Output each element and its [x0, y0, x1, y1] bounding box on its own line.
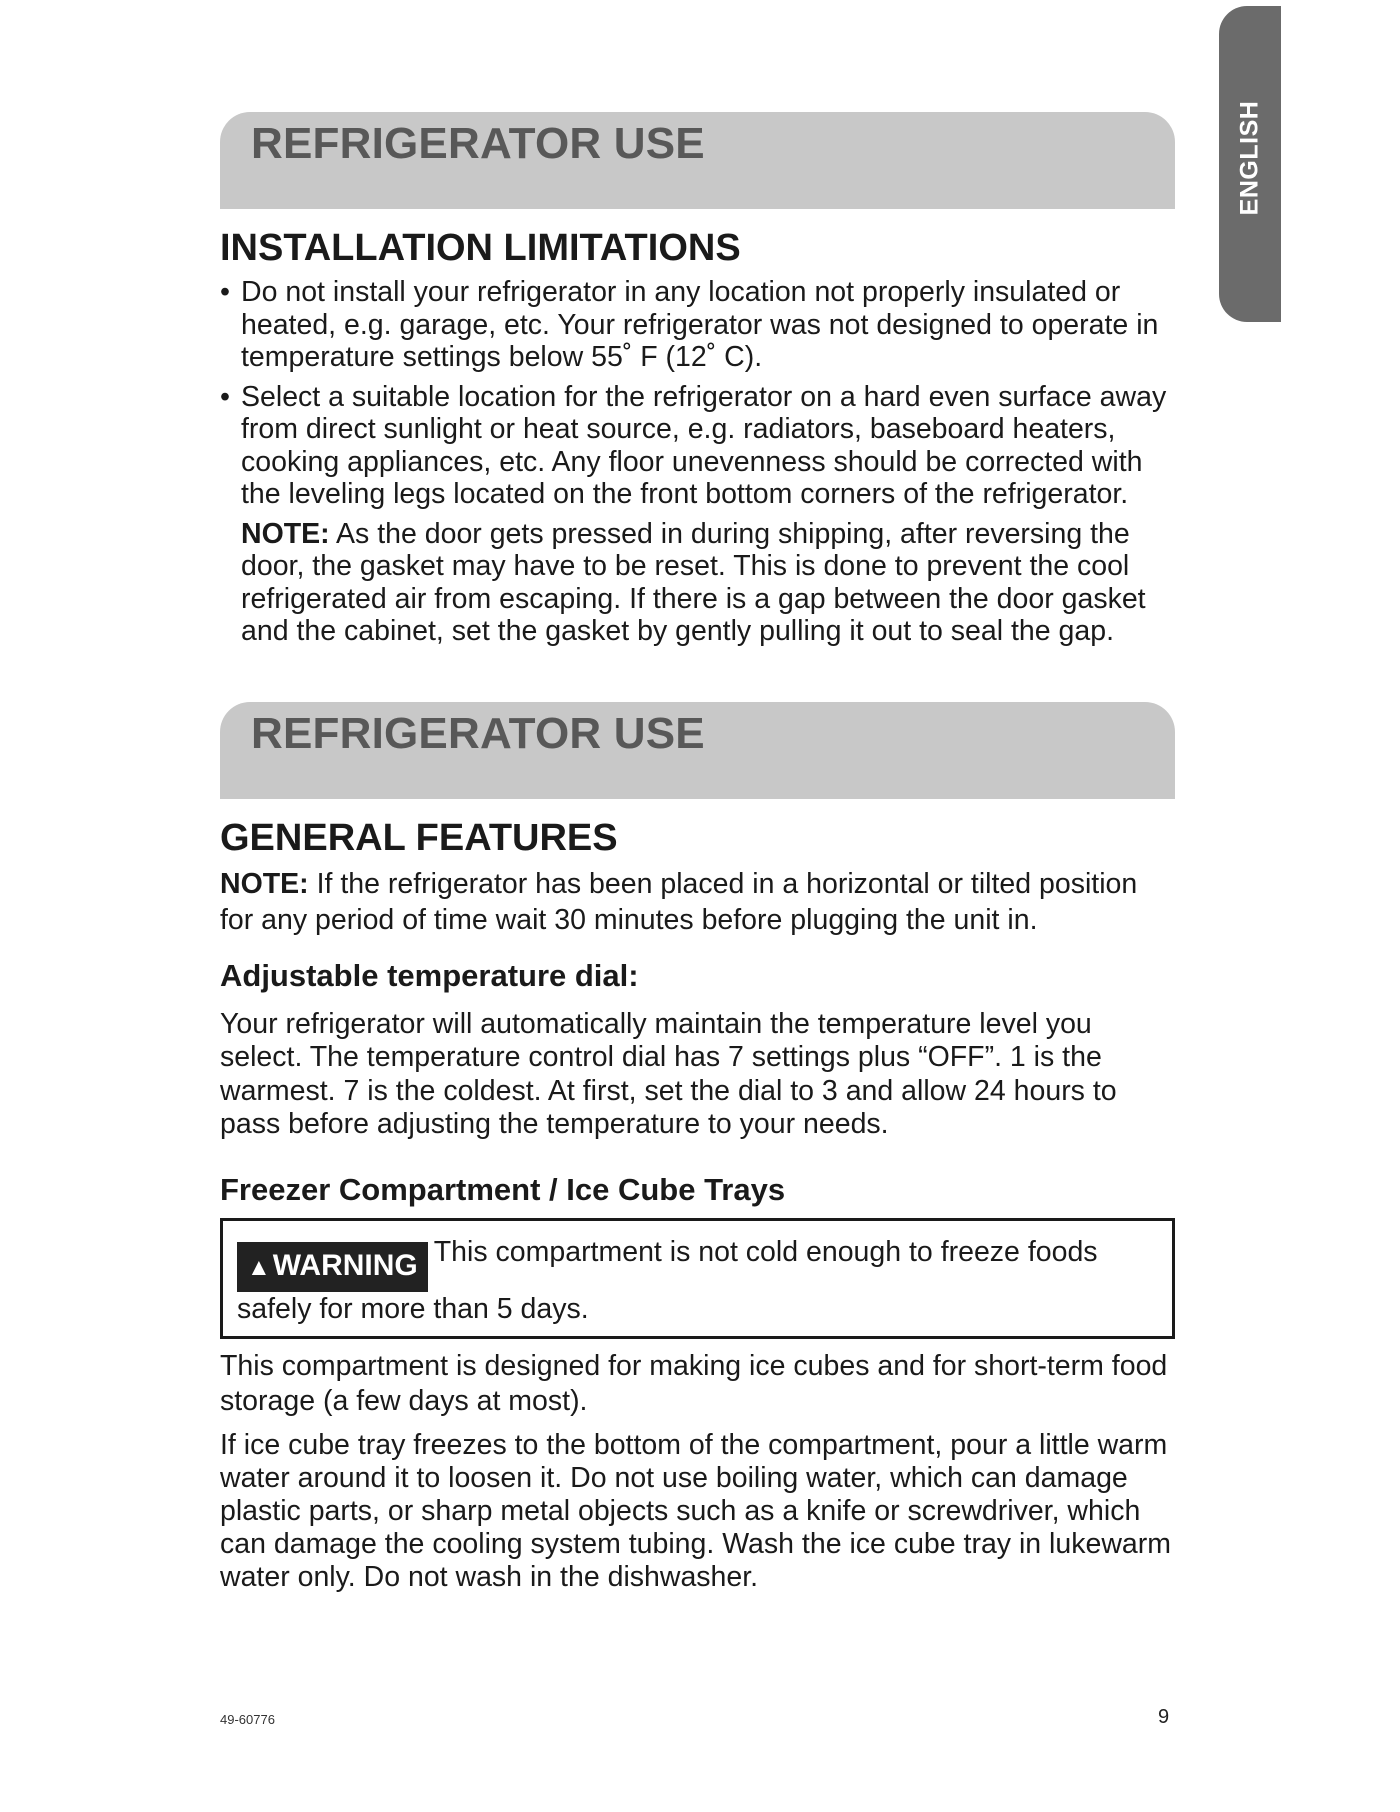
general-features-note — [220, 866, 1175, 938]
installation-bullet-list — [220, 276, 1175, 511]
page-number: 9 — [1158, 1706, 1170, 1728]
freezer-paragraph-1: This compartment is designed for making ice cubes and for short-term food storage (a few days at most). — [220, 1349, 1168, 1417]
list-item — [220, 381, 1175, 511]
bullet-text: Select a suitable location for the refrigerator on a hard even surface away from direct sunlight or heat source, e.g. radiators, baseboard heaters, cooking appliances, etc. Any floor unevenness should be corrected with the leveling legs located on the front bottom corners of the refrigerator. — [241, 380, 1167, 510]
warning-box — [220, 1218, 1175, 1339]
page-content — [220, 112, 1175, 1594]
freezer-paragraph-2: If ice cube tray freezes to the bottom of the compartment, pour a little warm water around it to loosen it. Do not use boiling water, which can damage plastic parts, or sharp metal objects such as a knife or screwdriver, which can damage the cooling system tubing. Wash the ice cube tray in lukewarm water only. Do not wash in the dishwasher. — [220, 1428, 1172, 1593]
installation-limitations-heading: INSTALLATION LIMITATIONS — [220, 227, 741, 269]
temperature-dial-heading: Adjustable temperature dial: — [220, 957, 639, 993]
bullet-icon: • — [220, 276, 230, 308]
note-text: If the refrigerator has been placed in a horizontal or tilted position for any period of time wait 30 minutes before plugging the unit in. — [220, 867, 1138, 936]
warning-badge — [237, 1242, 428, 1292]
section-banner-refrigerator-use-2 — [220, 702, 1175, 799]
bullet-text: Do not install your refrigerator in any location not properly insulated or heated, e.g. garage, etc. Your refrigerator was not designed to operate in temperature settings below 55˚ F (12˚ C). — [241, 276, 1159, 373]
warning-label: WARNING — [272, 1248, 418, 1282]
language-tab-label: ENGLISH — [1235, 100, 1264, 216]
list-item — [220, 276, 1175, 374]
language-tab — [1219, 6, 1281, 322]
note-label: NOTE: — [241, 517, 330, 550]
general-features-heading: GENERAL FEATURES — [220, 816, 618, 859]
document-code: 49-60776 — [220, 1712, 275, 1727]
note-text: As the door gets pressed in during shipping, after reversing the door, the gasket may have to be reset. This is done to prevent the cool refrigerated air from escaping. If there is a gap between the door gasket and the cabinet, set the gasket by gently pulling it out to seal the gap. — [241, 517, 1146, 647]
warning-triangle-icon: ▲ — [247, 1253, 271, 1281]
freezer-compartment-heading: Freezer Compartment / Ice Cube Trays — [220, 1171, 786, 1207]
warning-text: This compartment is not cold enough to freeze foods safely for more than 5 days. — [237, 1235, 1098, 1325]
bullet-icon: • — [220, 380, 230, 413]
installation-note — [220, 518, 1175, 648]
section-banner-refrigerator-use-1 — [220, 112, 1175, 209]
banner-title: REFRIGERATOR USE — [251, 708, 705, 758]
temperature-dial-text: Your refrigerator will automatically maintain the temperature level you select. The temperature control dial has 7 settings plus “OFF”. 1 is the warmest. 7 is the coldest. At first, set the dial to 3 and allow 24 hours to pass before adjusting the temperature to your needs. — [220, 1007, 1117, 1140]
banner-title: REFRIGERATOR USE — [251, 119, 705, 168]
note-label: NOTE: — [220, 867, 309, 900]
